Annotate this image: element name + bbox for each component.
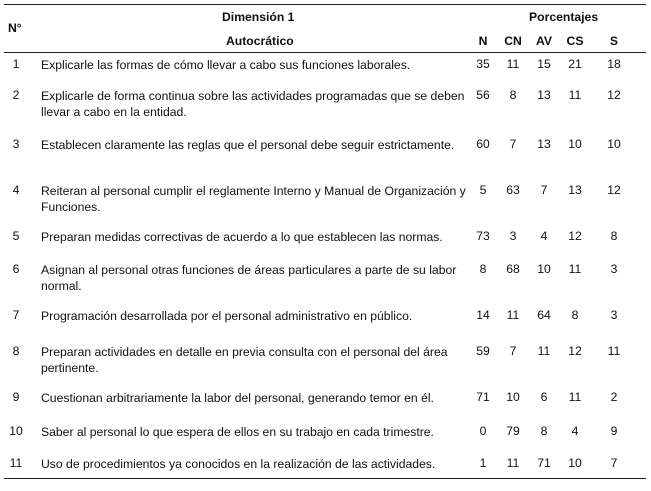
header-dimension-name: Autocrático xyxy=(226,34,294,48)
cell-s: 12 xyxy=(607,183,621,197)
row-description: Cuestionan arbitrariamente la labor del personal, generando temor en él. xyxy=(41,391,434,405)
cell-s: 9 xyxy=(610,424,618,438)
row-number: 8 xyxy=(12,344,20,358)
cell-s: 10 xyxy=(607,137,621,151)
cell-n: 35 xyxy=(476,57,490,71)
cell-s: 8 xyxy=(610,229,618,243)
top-rule xyxy=(4,4,646,5)
bottom-rule xyxy=(4,478,646,479)
row-description: Explicarle de forma continua sobre las actividades programadas que se deben llevar a cabo en la entidad. xyxy=(41,89,465,119)
cell-cn: 68 xyxy=(506,262,520,276)
cell-av: 15 xyxy=(537,57,551,71)
cell-cs: 10 xyxy=(568,137,582,151)
cell-cn: 11 xyxy=(506,456,520,470)
row-number: 11 xyxy=(9,456,23,470)
cell-cn: 11 xyxy=(506,57,520,71)
cell-cs: 11 xyxy=(568,262,582,276)
row-description: Asignan al personal otras funciones de áreas particulares a parte de su labor normal. xyxy=(41,263,457,293)
row-number: 9 xyxy=(12,390,20,404)
cell-av: 64 xyxy=(537,308,551,322)
cell-n: 1 xyxy=(479,456,487,470)
cell-cs: 13 xyxy=(568,183,582,197)
cell-cs: 11 xyxy=(568,390,582,404)
cell-cn: 63 xyxy=(506,183,520,197)
row-number: 7 xyxy=(12,308,20,322)
cell-s: 3 xyxy=(610,308,618,322)
header-no: N° xyxy=(8,21,22,35)
cell-n: 56 xyxy=(476,88,490,102)
row-number: 2 xyxy=(12,88,20,102)
cell-n: 59 xyxy=(476,344,490,358)
row-description: Programación desarrollada por el personal administrativo en público. xyxy=(41,309,413,323)
cell-av: 6 xyxy=(540,390,548,404)
cell-n: 0 xyxy=(479,424,487,438)
cell-s: 2 xyxy=(610,390,618,404)
row-number: 4 xyxy=(12,183,20,197)
cell-av: 13 xyxy=(537,137,551,151)
cell-av: 10 xyxy=(537,262,551,276)
cell-cs: 4 xyxy=(571,424,579,438)
row-number: 1 xyxy=(12,57,20,71)
cell-av: 13 xyxy=(537,88,551,102)
cell-n: 73 xyxy=(476,229,490,243)
cell-cs: 12 xyxy=(568,229,582,243)
cell-cn: 8 xyxy=(509,88,517,102)
row-description: Explicarle las formas de cómo llevar a cabo sus funciones laborales. xyxy=(41,58,411,72)
cell-s: 18 xyxy=(607,57,621,71)
column-header-cn: CN xyxy=(504,34,522,48)
cell-s: 11 xyxy=(607,344,621,358)
column-header-n: N xyxy=(478,34,488,48)
cell-cs: 11 xyxy=(568,88,582,102)
cell-cs: 21 xyxy=(568,57,582,71)
cell-s: 12 xyxy=(607,88,621,102)
cell-av: 11 xyxy=(537,344,551,358)
row-number: 6 xyxy=(12,262,20,276)
cell-n: 5 xyxy=(479,183,487,197)
row-number: 5 xyxy=(12,229,20,243)
header-dimension: Dimensión 1 xyxy=(222,10,295,24)
cell-n: 71 xyxy=(476,390,490,404)
cell-cn: 3 xyxy=(509,229,517,243)
cell-n: 60 xyxy=(476,137,490,151)
cell-n: 14 xyxy=(476,308,490,322)
column-header-av: AV xyxy=(535,34,553,48)
cell-cn: 79 xyxy=(506,424,520,438)
cell-cn: 11 xyxy=(506,308,520,322)
row-description: Uso de procedimientos ya conocidos en la realización de las actividades. xyxy=(41,457,436,471)
column-header-s: S xyxy=(609,34,619,48)
column-header-cs: CS xyxy=(566,34,584,48)
cell-s: 7 xyxy=(610,456,618,470)
row-description: Establecen claramente las reglas que el personal debe seguir estrictamente. xyxy=(41,138,455,152)
cell-cs: 12 xyxy=(568,344,582,358)
row-number: 10 xyxy=(9,424,23,438)
cell-av: 7 xyxy=(540,183,548,197)
row-description: Saber al personal lo que espera de ellos en su trabajo en cada trimestre. xyxy=(41,425,434,439)
row-description: Preparan actividades en detalle en previa consulta con el personal del área pertinente. xyxy=(41,345,448,375)
row-number: 3 xyxy=(12,137,20,151)
cell-cn: 7 xyxy=(509,344,517,358)
cell-av: 71 xyxy=(537,456,551,470)
cell-cn: 10 xyxy=(506,390,520,404)
row-description: Preparan medidas correctivas de acuerdo a lo que establecen las normas. xyxy=(41,230,443,244)
cell-cn: 7 xyxy=(509,137,517,151)
cell-cs: 8 xyxy=(571,308,579,322)
row-description: Reiteran al personal cumplir el reglamente Interno y Manual de Organización y Funciones. xyxy=(41,184,466,214)
cell-cs: 10 xyxy=(568,456,582,470)
header-rule xyxy=(4,52,646,53)
cell-n: 8 xyxy=(479,262,487,276)
cell-av: 8 xyxy=(540,424,548,438)
cell-av: 4 xyxy=(540,229,548,243)
header-percentages: Porcentajes xyxy=(529,10,599,24)
cell-s: 3 xyxy=(610,262,618,276)
